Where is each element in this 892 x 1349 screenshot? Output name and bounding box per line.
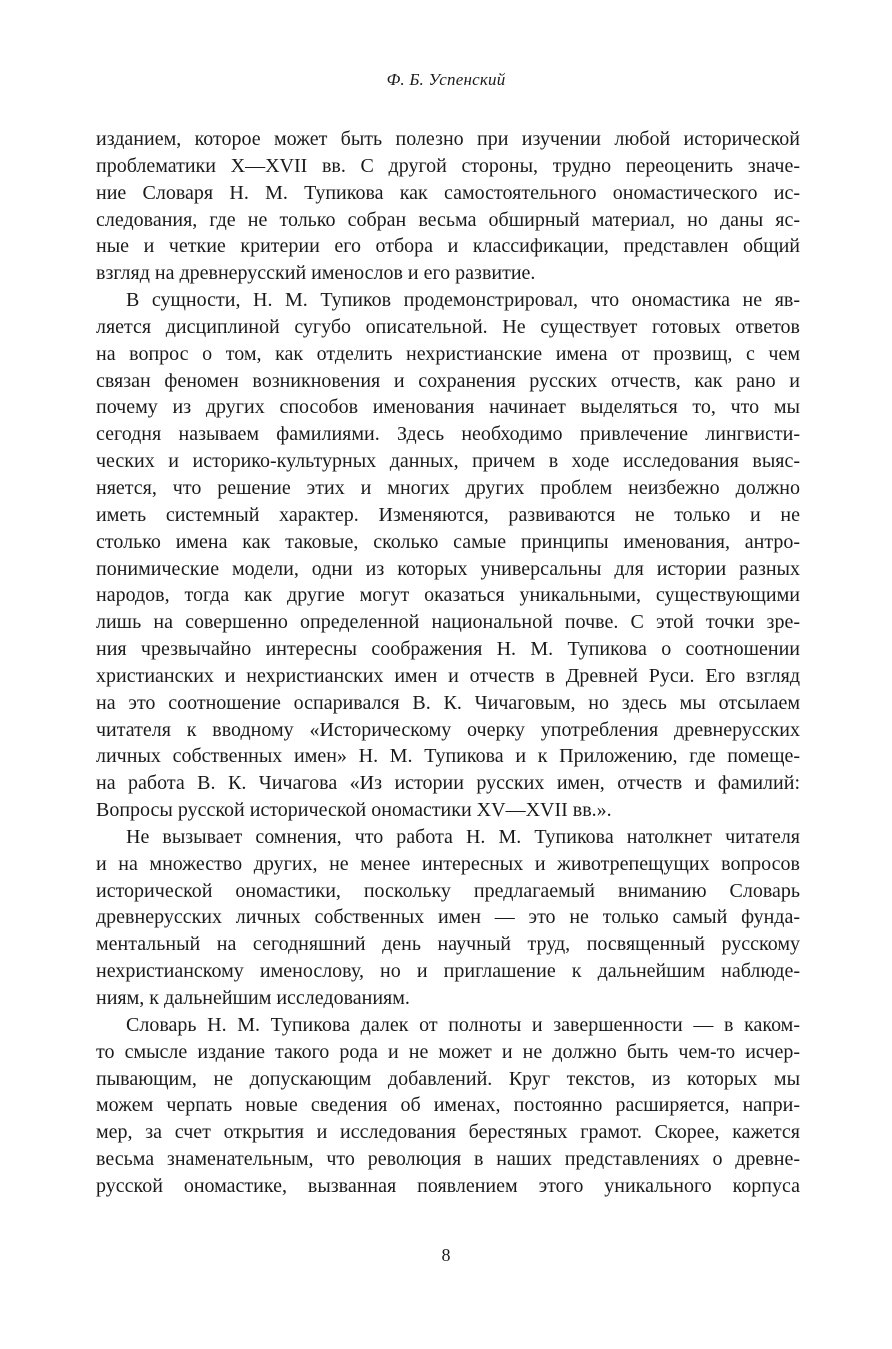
text-line: исторической ономастики, поскольку предлагаемый вниманию Словарь [96, 879, 800, 902]
text-line: личных собственных имен» Н. М. Тупикова и к Приложению, где помеще- [96, 745, 800, 768]
text-line: древнерусских личных собственных имен — это не только самый фунда- [96, 906, 800, 929]
text-line: то смысле издание такого рода и не может и не должно быть чем-то исчер- [96, 1040, 800, 1063]
text-line: ческих и историко-культурных данных, причем в ходе исследования выяс- [96, 450, 800, 473]
paragraph-3 [96, 824, 800, 1012]
text-line: можем черпать новые сведения об именах, постоянно расширяется, напри- [96, 1094, 800, 1117]
text-line: следования, где не только собран весьма обширный материал, но даны яс- [96, 208, 800, 231]
text-line: Вопросы русской исторической ономастики XV—XVII вв.». [96, 799, 612, 822]
text-line: весьма знаменательным, что революция в наших представлениях о древне- [96, 1148, 800, 1171]
page-number: 8 [441, 1245, 451, 1265]
text-line: столько имена как таковые, сколько самые принципы именования, антро- [96, 530, 800, 553]
text-line: ментальный на сегодняшний день научный труд, посвященный русскому [96, 933, 800, 956]
text-line: народов, тогда как другие могут оказаться уникальными, существующими [96, 584, 800, 607]
running-head: Ф. Б. Успенский [386, 70, 506, 89]
text-line: ниям, к дальнейшим исследованиям. [96, 987, 410, 1009]
text-line: понимические модели, одни из которых универсальны для истории разных [96, 557, 800, 580]
text-line: почему из других способов именования начинает выделяться то, что мы [96, 396, 800, 419]
text-line: русской ономастике, вызванная появлением этого уникального корпуса [96, 1174, 800, 1197]
paragraph-2 [96, 287, 800, 824]
text-line: ния чрезвычайно интересны соображения Н. М. Тупикова о соотношении [96, 638, 800, 661]
text-line: и на множество других, не менее интересных и животрепещущих вопросов [96, 852, 800, 875]
text-line: на работа В. К. Чичагова «Из истории русских имен, отчеств и фамилий: [96, 772, 800, 795]
body-text [96, 126, 800, 1200]
text-line: сегодня называем фамилиями. Здесь необходимо привлечение лингвисти- [96, 423, 800, 446]
text-line: ные и четкие критерии его отбора и классификации, представлен общий [96, 235, 800, 258]
text-line: взгляд на древнерусский именослов и его развитие. [96, 262, 536, 285]
text-line: изданием, которое может быть полезно при изучении любой исторической [96, 128, 800, 150]
text-line: В сущности, Н. М. Тупиков продемонстрировал, что ономастика не яв- [126, 289, 800, 312]
text-line: иметь системный характер. Изменяются, развиваются не только и не [96, 503, 800, 526]
text-line: Словарь Н. М. Тупикова далек от полноты и завершенности — в каком- [126, 1013, 800, 1036]
paragraph-4 [96, 1012, 800, 1200]
text-line: читателя к вводному «Историческому очерку употребления древнерусских [96, 718, 800, 741]
text-line: пывающим, не допускающим добавлений. Круг текстов, из которых мы [96, 1067, 800, 1090]
text-line: проблематики X—XVII вв. С другой стороны, трудно переоценить значе- [96, 154, 800, 177]
text-line: лишь на совершенно определенной национальной почве. С этой точки зре- [96, 611, 800, 634]
text-line: няется, что решение этих и многих других проблем неизбежно должно [96, 476, 800, 499]
text-line: нехристианскому именослову, но и приглашение к дальнейшим наблюде- [96, 960, 800, 983]
text-line: христианских и нехристианских имен и отчеств в Древней Руси. Его взгляд [96, 664, 800, 687]
paragraph-1 [96, 126, 800, 287]
text-line: связан феномен возникновения и сохранения русских отчеств, как рано и [96, 369, 800, 392]
text-line: ние Словаря Н. М. Тупикова как самостоятельного ономастического ис- [96, 181, 800, 204]
text-line: Не вызывает сомнения, что работа Н. М. Тупикова натолкнет читателя [126, 825, 800, 848]
text-line: на это соотношение оспаривался В. К. Чичаговым, но здесь мы отсылаем [96, 691, 800, 714]
text-line: мер, за счет открытия и исследования берестяных грамот. Скорее, кажется [96, 1121, 800, 1144]
text-line: на вопрос о том, как отделить нехристианские имена от прозвищ, с чем [96, 342, 800, 365]
text-line: ляется дисциплиной сугубо описательной. Не существует готовых ответов [96, 315, 800, 338]
